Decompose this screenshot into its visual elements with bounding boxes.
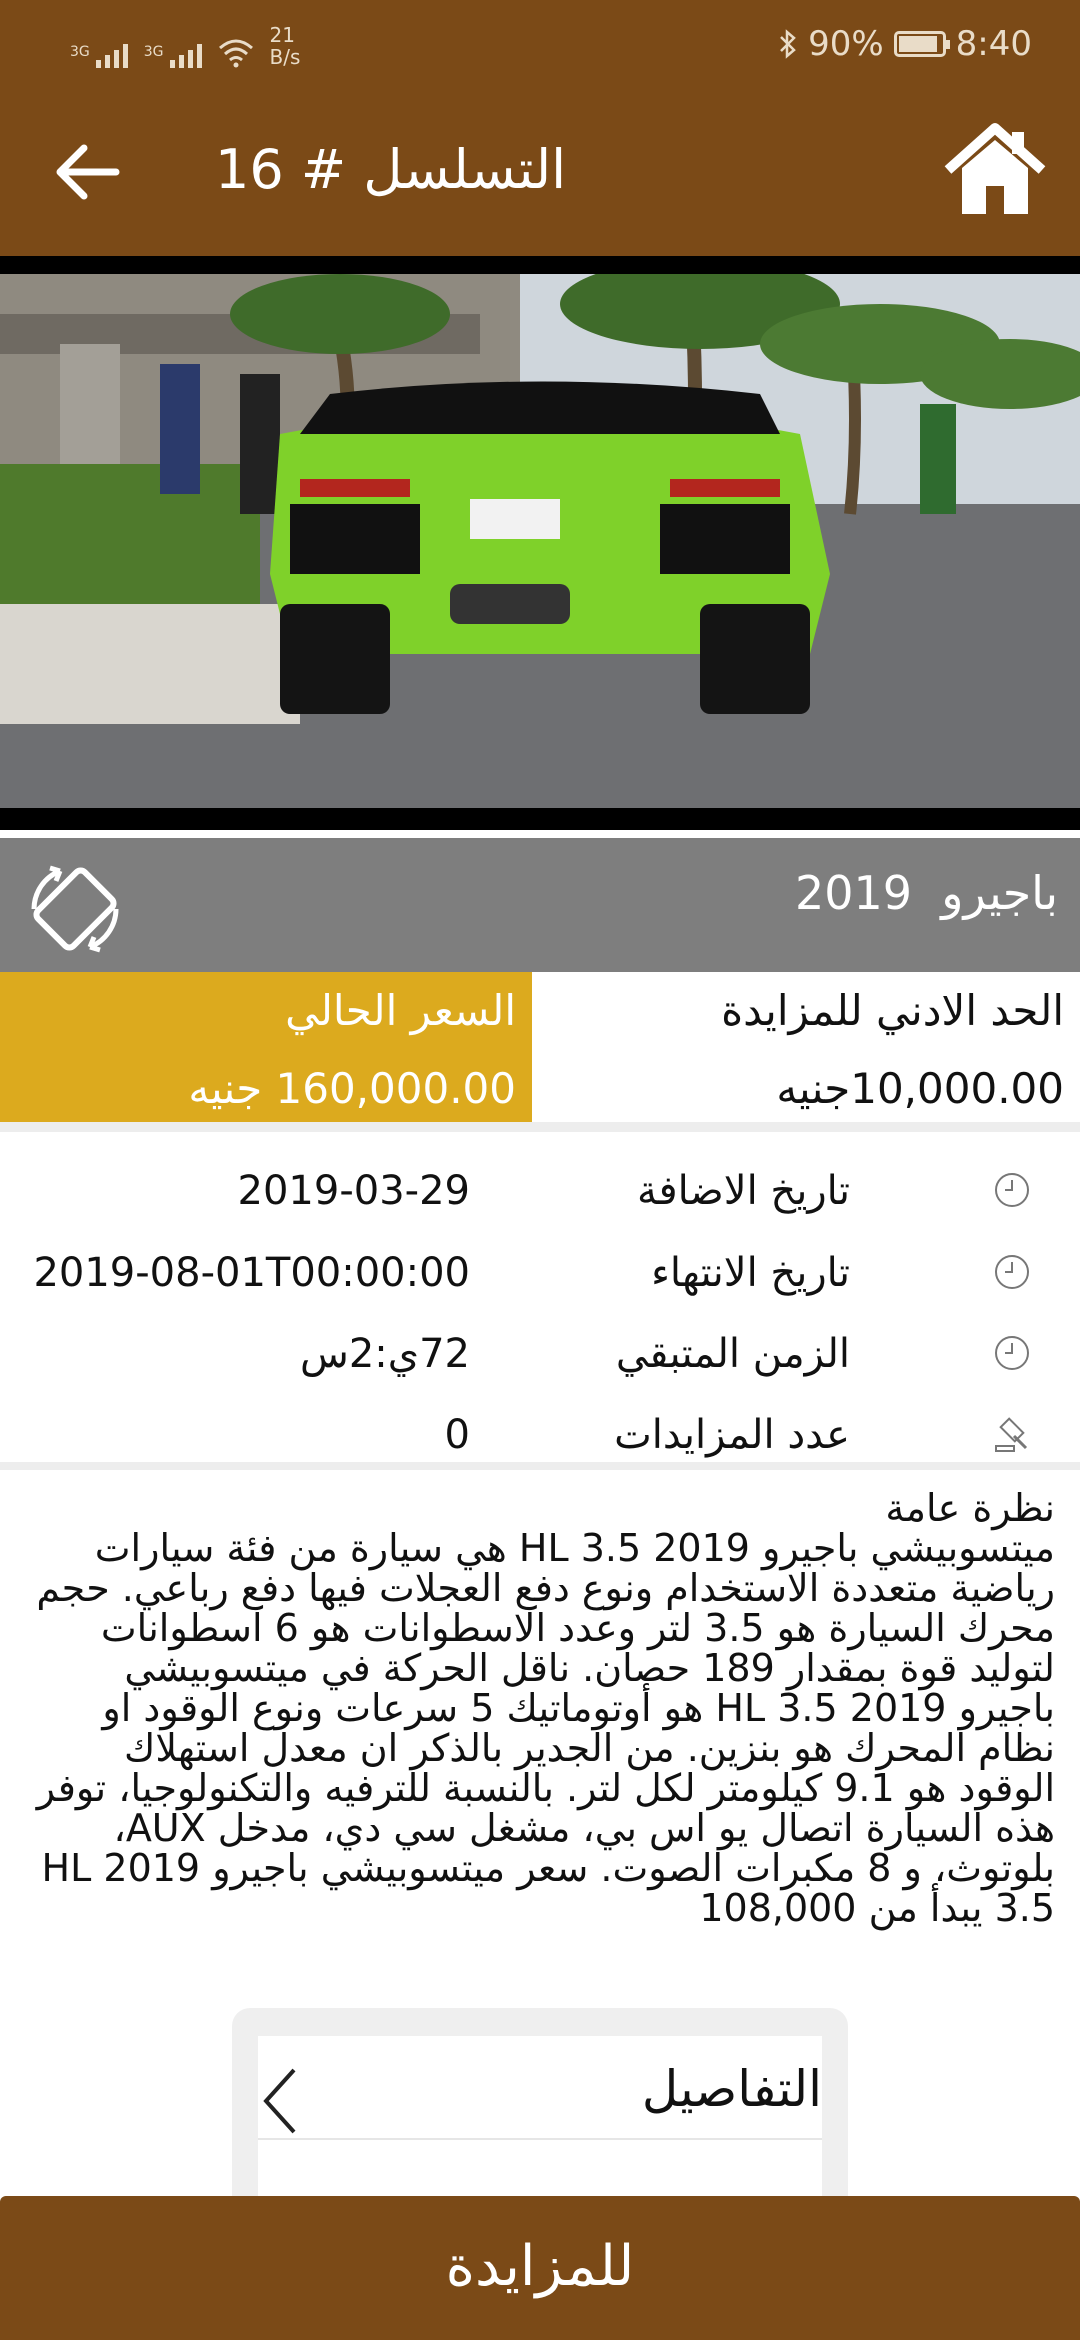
sim1-label: 3G xyxy=(70,44,90,60)
car-photo xyxy=(0,256,1080,830)
current-price-label: السعر الحالي xyxy=(285,986,516,1035)
divider xyxy=(0,1462,1080,1470)
page-title: التسلسل # 16 xyxy=(215,138,567,201)
status-bar xyxy=(0,0,1080,96)
bid-button-label: للمزايدة xyxy=(445,2234,635,2299)
divider xyxy=(0,1122,1080,1132)
added-date-label: تاريخ الاضافة xyxy=(637,1168,850,1214)
clock-icon xyxy=(992,1252,1032,1292)
arrow-left-icon[interactable] xyxy=(52,142,122,202)
current-price-box xyxy=(0,972,532,1122)
price-row xyxy=(0,972,1080,1122)
bid-count-label: عدد المزايدات xyxy=(614,1412,850,1458)
remaining-time-label: الزمن المتبقي xyxy=(615,1331,850,1377)
added-date-value: 2019-03-29 xyxy=(237,1168,470,1214)
car-photo-image xyxy=(0,274,1080,808)
divider xyxy=(258,2138,822,2140)
info-row-remaining-time xyxy=(0,1323,1080,1403)
end-date-value: 2019-08-01T00:00:00 xyxy=(33,1250,470,1296)
car-year: 2019 xyxy=(794,866,913,920)
car-model: باجيرو xyxy=(941,866,1058,920)
bluetooth-icon xyxy=(778,29,798,59)
current-price-value: 160,000.00 جنيه xyxy=(188,1064,516,1113)
wifi-icon xyxy=(218,38,254,68)
bid-count-value: 0 xyxy=(444,1412,470,1458)
screen-rotate-icon[interactable] xyxy=(20,854,130,964)
listing-title-bar xyxy=(0,838,1080,972)
remaining-time-value: 72ي:2س xyxy=(300,1331,470,1377)
description xyxy=(30,1488,1055,1928)
info-row-bid-count xyxy=(0,1404,1080,1484)
min-bid-value: 10,000.00جنيه xyxy=(776,1064,1064,1113)
info-row-added-date xyxy=(0,1160,1080,1240)
speed-value: 21 xyxy=(269,23,295,47)
clock-icon xyxy=(992,1333,1032,1373)
info-row-end-date xyxy=(0,1242,1080,1322)
details-title: التفاصيل xyxy=(641,2060,822,2118)
min-bid-box xyxy=(532,972,1080,1122)
app-bar xyxy=(0,96,1080,256)
battery-percent: 90% xyxy=(808,24,884,64)
chevron-left-icon[interactable] xyxy=(260,2066,300,2136)
signal-icon xyxy=(144,44,202,68)
sim2-label: 3G xyxy=(143,44,164,60)
clock-time: 8:40 xyxy=(955,24,1032,64)
car-name xyxy=(795,866,1058,920)
clock-icon xyxy=(992,1170,1032,1210)
network-speed xyxy=(270,24,301,68)
battery-icon xyxy=(894,31,946,57)
description-body: ميتسوبيشي باجيرو 2019 HL 3.5 هي سيارة من فئة سيارات رياضية متعددة الاستخدام ونوع دفع العجلات فيها دفع رباعي. حجم محرك السيارة هو 3.5 لتر وعدد الاسطوانات هو 6 اسطوانات لتوليد قوة بمقدار 189 حصان. ناقل الحركة في ميتسوبيشي باجيرو 2019 HL 3.5 هو أوتوماتيك 5 سرعات ونوع الوقود او نظام المحرك هو بنزين. من الجدير بالذكر ان معدل استهلاك الوقود هو 9.1 كيلومتر لكل لتر. بالنسبة للترفيه والتكنولوجيا، توفر هذه السيارة اتصال يو اس بي، مشغل سي دي، مدخل AUX، بلوتوث، و 8 مكبرات الصوت. سعر ميتسوبيشي باجيرو 2019 HL 3.5 يبدأ من 108,000 xyxy=(36,1526,1055,1930)
gavel-icon xyxy=(992,1414,1032,1454)
description-title: نظرة عامة xyxy=(885,1486,1055,1530)
home-icon[interactable] xyxy=(940,120,1050,220)
signal-icon xyxy=(70,44,128,68)
bid-button[interactable] xyxy=(0,2196,1080,2340)
min-bid-label: الحد الادني للمزايدة xyxy=(721,986,1064,1035)
status-right xyxy=(778,24,1032,64)
speed-unit: B/s xyxy=(269,45,301,69)
end-date-label: تاريخ الانتهاء xyxy=(651,1250,850,1296)
status-left xyxy=(70,24,300,68)
